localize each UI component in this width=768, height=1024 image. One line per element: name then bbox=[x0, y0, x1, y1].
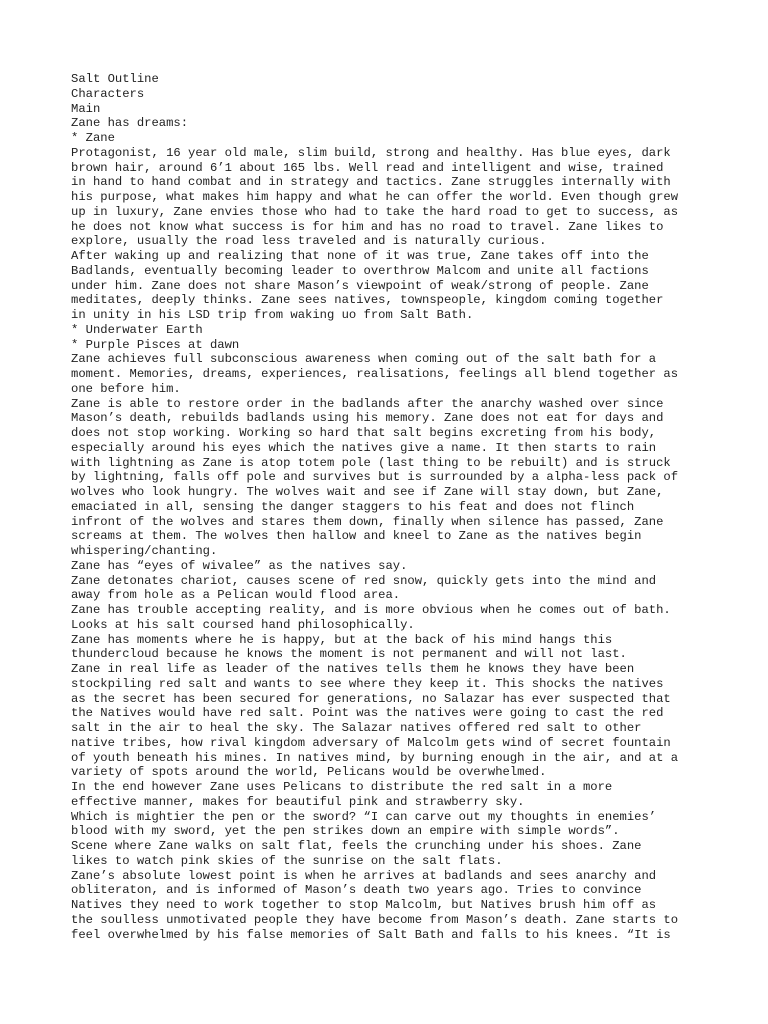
text-line: likes to watch pink skies of the sunrise on the salt flats. bbox=[71, 853, 503, 868]
text-line: meditates, deeply thinks. Zane sees natives, townspeople, kingdom coming together bbox=[71, 293, 664, 308]
text-line: infront of the wolves and stares them down, finally when silence has passed, Zane bbox=[71, 514, 664, 529]
text-line: Zane achieves full subconscious awareness when coming out of the salt bath for a bbox=[71, 352, 657, 367]
section-heading: Characters bbox=[71, 86, 145, 101]
bullet-line: * Purple Pisces at dawn bbox=[71, 337, 240, 352]
text-line: feel overwhelmed by his false memories of Salt Bath and falls to his knees. “It is bbox=[71, 927, 671, 942]
text-line: one before him. bbox=[71, 381, 181, 396]
text-line: In the end however Zane uses Pelicans to distribute the red salt in a more bbox=[71, 780, 613, 794]
text-line: as the secret has been secured for generations, no Salazar has ever suspected that bbox=[71, 691, 671, 706]
text-line: whispering/chanting. bbox=[71, 544, 218, 558]
text-line: stockpiling red salt and wants to see where they keep it. This shocks the natives bbox=[71, 676, 664, 691]
text-line: Zane has trouble accepting reality, and is more obvious when he comes out of bath. bbox=[71, 603, 671, 617]
text-line: up in luxury, Zane envies those who had to take the hard road to get to success, as bbox=[71, 204, 679, 219]
text-line: Which is mightier the pen or the sword? “I can carve out my thoughts in enemies’ bbox=[71, 809, 657, 824]
text-line: in unity in his LSD trip from waking uo from Salt Bath. bbox=[71, 308, 474, 322]
bullet-line: * Zane bbox=[71, 131, 115, 145]
text-line: Scene where Zane walks on salt flat, feels the crunching under his shoes. Zane bbox=[71, 839, 642, 853]
text-line: under him. Zane does not share Mason’s viewpoint of weak/strong of people. Zane bbox=[71, 278, 649, 293]
text-line: Zane detonates chariot, causes scene of red snow, quickly gets into the mind and bbox=[71, 573, 657, 588]
subsection-heading: Main bbox=[71, 101, 101, 116]
text-line: moment. Memories, dreams, experiences, realisations, feelings all blend together as bbox=[71, 367, 679, 381]
text-line: the soulless unmotivated people they have become from Mason’s death. Zane starts to bbox=[71, 912, 679, 927]
text-line: of youth beneath his mines. In natives mind, by burning enough in the air, and at a bbox=[71, 750, 679, 765]
text-line bbox=[71, 942, 711, 957]
text-line: effective manner, makes for beautiful pink and strawberry sky. bbox=[71, 794, 525, 809]
text-line: away from hole as a Pelican would flood area. bbox=[71, 588, 401, 603]
text-line: by lightning, falls off pole and survives but is surrounded by a alpha-less pack of bbox=[71, 470, 679, 485]
text-line: the Natives would have red salt. Point was the natives were going to cast the red bbox=[71, 706, 664, 721]
text-line: explore, usually the road less traveled and is naturally curious. bbox=[71, 234, 547, 249]
text-line: his purpose, what makes him happy and what he can offer the world. Even though grew bbox=[71, 190, 679, 204]
document-body bbox=[71, 72, 711, 957]
text-line: Looks at his salt coursed hand philosophically. bbox=[71, 617, 415, 632]
document-title: Salt Outline bbox=[71, 72, 159, 86]
text-line: does not stop working. Working so hard that salt begins excreting from his body, bbox=[71, 426, 657, 440]
text-line: thundercloud because he knows the moment is not permanent and will not last. bbox=[71, 647, 627, 662]
text-line: Zane has “eyes of wivalee” as the natives say. bbox=[71, 558, 408, 573]
text-line: Badlands, eventually becoming leader to overthrow Malcom and unite all factions bbox=[71, 263, 649, 278]
text-line: Zane is able to restore order in the badlands after the anarchy washed over since bbox=[71, 396, 664, 411]
text-line: Zane has dreams: bbox=[71, 116, 189, 131]
bullet-line: * Underwater Earth bbox=[71, 322, 203, 337]
text-line: Zane has moments where he is happy, but at the back of his mind hangs this bbox=[71, 632, 613, 647]
text-line: After waking up and realizing that none of it was true, Zane takes off into the bbox=[71, 249, 649, 263]
text-line: screams at them. The wolves then hallow and kneel to Zane as the natives begin bbox=[71, 529, 642, 544]
text-line: in hand to hand combat and in strategy and tactics. Zane struggles internally with bbox=[71, 175, 671, 190]
text-line: he does not know what success is for him and has no road to travel. Zane likes to bbox=[71, 219, 664, 234]
text-line: obliteraton, and is informed of Mason’s death two years ago. Tries to convince bbox=[71, 883, 642, 898]
text-line: Zane in real life as leader of the natives tells them he knows they have been bbox=[71, 662, 635, 676]
text-line: blood with my sword, yet the pen strikes down an empire with simple words”. bbox=[71, 824, 620, 839]
text-line: with lightning as Zane is atop totem pole (last thing to be rebuilt) and is struck bbox=[71, 455, 671, 470]
text-line: brown hair, around 6’1 about 165 lbs. Well read and intelligent and wise, trained bbox=[71, 160, 664, 175]
text-line: Protagonist, 16 year old male, slim build, strong and healthy. Has blue eyes, dark bbox=[71, 145, 671, 160]
text-line: Zane’s absolute lowest point is when he arrives at badlands and sees anarchy and bbox=[71, 868, 657, 883]
text-line: native tribes, how rival kingdom adversary of Malcolm gets wind of secret fountain bbox=[71, 735, 671, 750]
text-line: emaciated in all, sensing the danger staggers to his feat and does not flinch bbox=[71, 499, 635, 514]
text-line: wolves who look hungry. The wolves wait and see if Zane will stay down, but Zane, bbox=[71, 485, 664, 499]
text-line: salt in the air to heal the sky. The Salazar natives offered red salt to other bbox=[71, 721, 642, 735]
text-line: Natives they need to work together to stop Malcolm, but Natives brush him off as bbox=[71, 898, 657, 912]
text-line: Mason’s death, rebuilds badlands using his memory. Zane does not eat for days and bbox=[71, 411, 664, 426]
text-line: variety of spots around the world, Pelicans would be overwhelmed. bbox=[71, 765, 547, 780]
text-line: especially around his eyes which the natives give a name. It then starts to rain bbox=[71, 440, 657, 455]
